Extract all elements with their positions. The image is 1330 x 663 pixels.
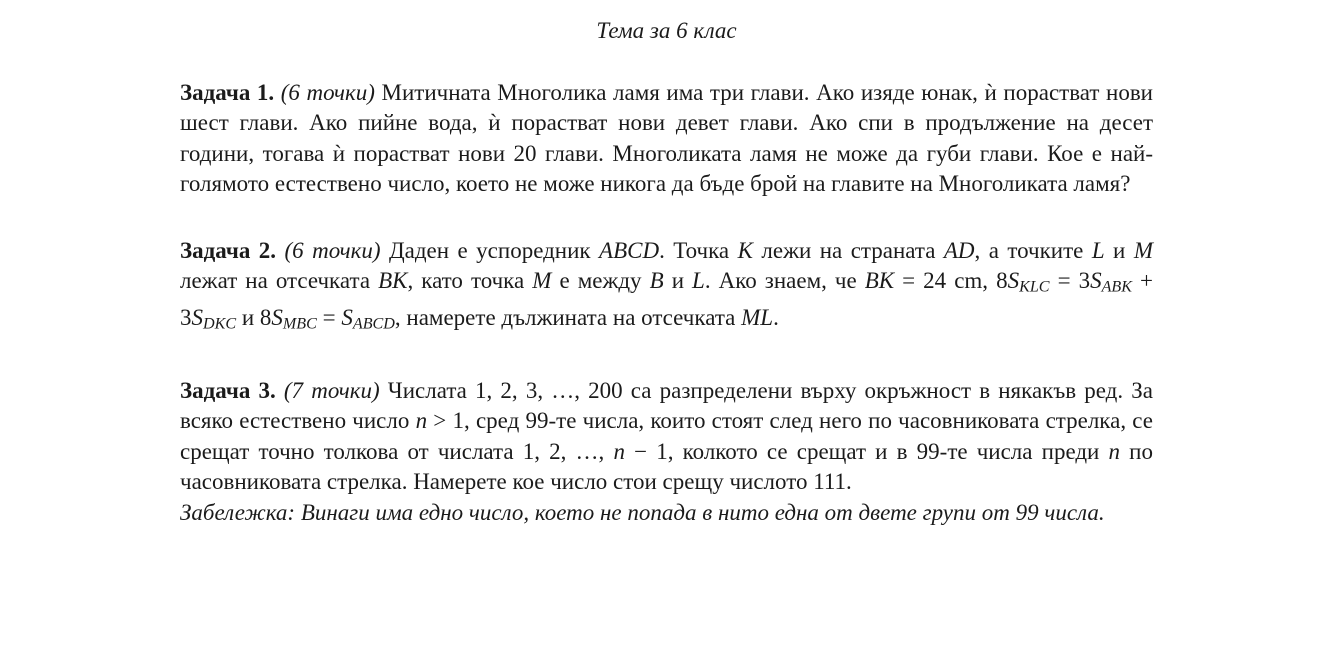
text-segment: n — [613, 438, 625, 464]
text-segment: n — [415, 408, 428, 434]
text-segment: лежат на отсечката — [180, 268, 379, 294]
text-segment: и — [663, 268, 693, 294]
text-segment: ABK — [1101, 278, 1132, 296]
text-segment: и 8 — [236, 304, 272, 330]
text-segment: S — [1090, 268, 1102, 294]
text-segment: BK — [378, 268, 408, 294]
problem-3-text — [180, 376, 1153, 498]
text-segment: = 3 — [1049, 268, 1091, 294]
text-segment: по часовниковата стрелка. Намерете кое число стои срещу числото 111. — [180, 438, 1153, 495]
text-segment: = 24 cm, 8 — [894, 268, 1008, 294]
text-segment: + 3 — [180, 268, 1153, 330]
text-segment: , намерете дължината на отсечката — [394, 304, 742, 330]
text-segment: S — [191, 304, 203, 330]
text-segment: , а точките — [974, 237, 1092, 263]
text-segment: и — [1104, 237, 1134, 263]
text-segment: лежи на страната — [752, 237, 944, 263]
text-segment: е между — [551, 268, 650, 294]
text-segment: (7 точки) — [283, 377, 380, 403]
document-content — [180, 78, 1153, 528]
text-segment: Числата 1, 2, 3, …, 200 са разпределени върху окръжност в някакъв ред. За всяко естествено число — [180, 377, 1153, 434]
text-segment: = — [316, 304, 342, 330]
text-segment — [276, 378, 284, 403]
text-segment: DKC — [203, 315, 237, 333]
text-segment: M — [1133, 237, 1153, 263]
text-segment: ABCD — [599, 237, 660, 263]
text-segment: . Ако знаем, че — [704, 268, 865, 294]
text-segment: S — [271, 304, 283, 330]
text-segment: Задача 2. — [180, 237, 277, 263]
text-segment: > 1, сред 99-те числа, които стоят след него по часовниковата стрелка, се срещат точно толкова от числата 1, 2, …, — [180, 408, 1154, 464]
text-segment: BK — [864, 268, 895, 294]
text-segment: (6 точки) — [280, 80, 375, 105]
text-segment: Задача 1. — [180, 80, 275, 105]
text-segment: KLC — [1019, 278, 1050, 296]
text-segment: , като точка — [407, 268, 533, 294]
problem-2-text — [180, 236, 1153, 340]
text-segment: L — [1091, 237, 1105, 263]
text-segment: Даден е успоредник — [380, 237, 600, 263]
text-segment: (6 точки) — [284, 237, 381, 263]
text-segment: . Точка — [659, 237, 738, 263]
problem-3-note — [180, 498, 1153, 528]
page-title: Тема за 6 клас — [596, 18, 737, 43]
text-segment: L — [692, 268, 705, 294]
text-segment: Забележка: Винаги има едно число, което не попада в нито една от двете групи от 99 числа. — [180, 499, 1105, 525]
text-segment: Митичната Многолика ламя има три глави. Ако изяде юнак, ѝ порастват нови шест глави. Ако пийне вода, ѝ порастват нови девет глави. Ако спи в продължение на десет години, тогава ѝ порастват нови 20 глави. Многоликата ламя не може да губи глави. Кое е най-голямото естествено число, което не може никога да бъде брой на главите на Многоликата ламя? — [180, 80, 1153, 197]
text-segment: AD — [943, 237, 975, 263]
text-segment: MBC — [282, 315, 317, 333]
text-segment: M — [532, 268, 552, 294]
text-segment: ML — [741, 304, 774, 330]
text-segment: B — [649, 268, 664, 294]
text-segment: K — [737, 237, 753, 263]
text-segment: ABCD — [352, 315, 395, 333]
problem-1-text — [180, 78, 1153, 200]
text-segment: S — [1007, 268, 1020, 294]
text-segment: Задача 3. — [180, 377, 276, 403]
text-segment — [274, 80, 281, 105]
text-segment: n — [1108, 438, 1121, 464]
text-segment: − 1, колкото се срещат и в 99-те числа преди — [624, 438, 1109, 464]
text-segment: S — [341, 304, 353, 330]
text-segment: . — [773, 304, 779, 330]
